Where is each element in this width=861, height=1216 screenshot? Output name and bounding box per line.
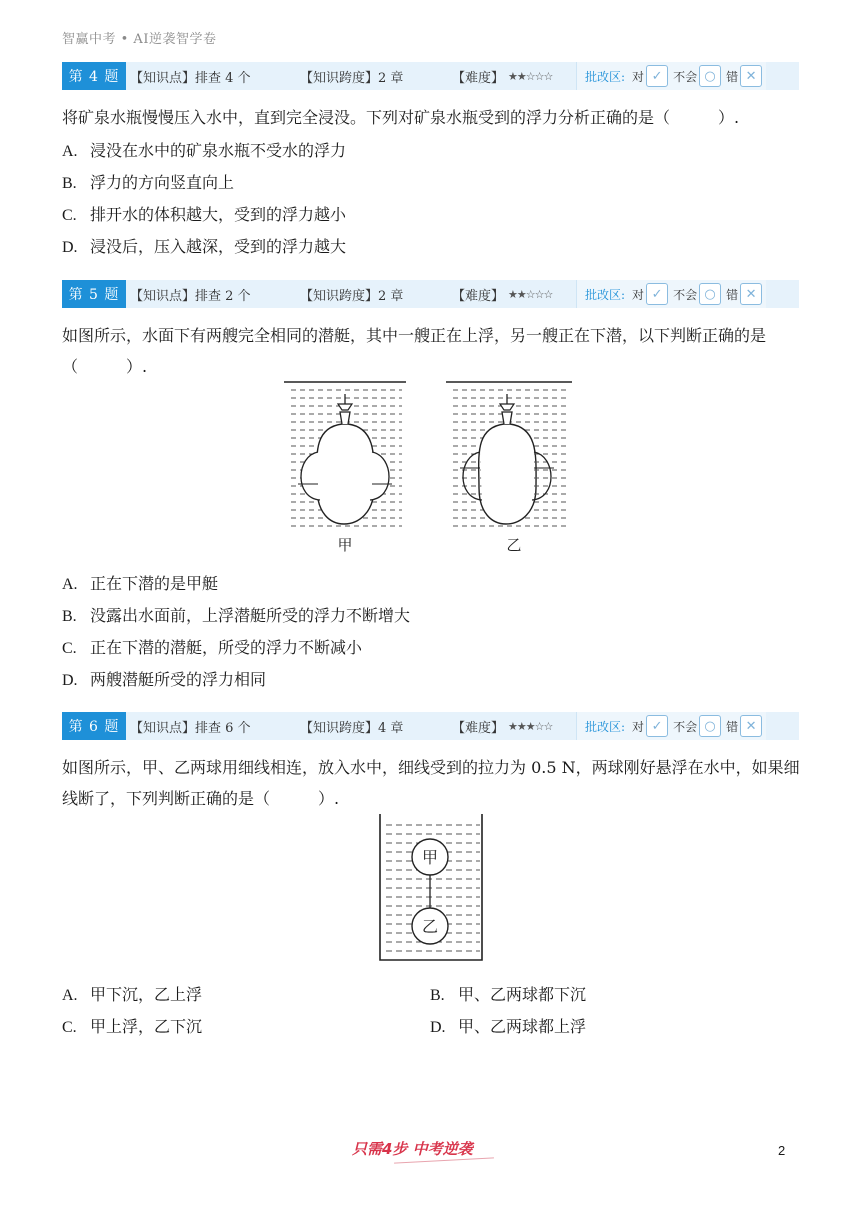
option-letter: C. (62, 640, 77, 657)
option-letter: C. (62, 1019, 77, 1036)
option-text: 没露出水面前，上浮潜艇所受的浮力不断增大 (90, 606, 411, 625)
option-letter: B. (62, 608, 77, 625)
grading-unknown-label: 不会 (673, 719, 698, 734)
option-a (62, 138, 346, 161)
grading-area (576, 62, 766, 90)
difficulty-stars: ★★★☆☆ (508, 719, 553, 733)
option-text: 甲、乙两球都上浮 (458, 1017, 587, 1036)
option-d (62, 234, 346, 257)
knowledge-span: 【知识跨度】2 章 (300, 70, 404, 86)
option-d (430, 1014, 586, 1037)
circle-icon[interactable]: ○ (699, 715, 721, 737)
difficulty-label: 【难度】 (452, 288, 505, 304)
knowledge-points: 【知识点】排查 2 个 (130, 288, 251, 304)
option-text: 排开水的体积越大，受到的浮力越小 (90, 205, 347, 224)
option-text: 正在下潜的潜艇，所受的浮力不断减小 (90, 638, 363, 657)
ball-jia (412, 839, 448, 875)
option-b (62, 603, 410, 626)
cross-icon[interactable]: ✕ (740, 715, 762, 737)
grading-wrong-label: 错 (726, 69, 739, 84)
option-text: 浸没后，压入越深，受到的浮力越大 (90, 237, 347, 256)
cross-icon[interactable]: ✕ (740, 65, 762, 87)
option-text: 两艘潜艇所受的浮力相同 (90, 670, 267, 689)
option-letter: B. (430, 987, 445, 1004)
option-letter: A. (62, 576, 78, 593)
grading-wrong-label: 错 (726, 719, 739, 734)
cross-icon[interactable]: ✕ (740, 283, 762, 305)
grading-correct-label: 对 (632, 69, 645, 84)
option-a (62, 982, 202, 1005)
option-b (62, 170, 234, 193)
difficulty-stars: ★★☆☆☆ (508, 287, 553, 301)
option-a (62, 571, 218, 594)
footer-logo: 只需4步 中考逆袭 (352, 1140, 473, 1158)
option-letter: A. (62, 143, 78, 160)
option-text: 甲上浮，乙下沉 (90, 1017, 203, 1036)
option-letter: B. (62, 175, 77, 192)
option-letter: D. (62, 239, 78, 256)
question-number-badge: 第 5 题 (62, 280, 126, 308)
question-4-header-bar (62, 62, 799, 90)
question-5-header-bar (62, 280, 799, 308)
question-number-badge: 第 4 题 (62, 62, 126, 90)
difficulty (452, 717, 574, 736)
question-stem: 如图所示，甲、乙两球用细线相连，放入水中，细线受到的拉力为 0.5 N，两球刚好悬浮在水中，如果细线断了，下列判断正确的是（ ）. (62, 758, 800, 808)
knowledge-span: 【知识跨度】4 章 (300, 720, 404, 736)
grading-unknown-label: 不会 (673, 287, 698, 302)
option-text: 甲、乙两球都下沉 (458, 985, 587, 1004)
option-text: 浸没在水中的矿泉水瓶不受水的浮力 (90, 141, 347, 160)
grading-area (576, 280, 766, 308)
grading-label: 批改区: (585, 69, 626, 84)
knowledge-points: 【知识点】排查 4 个 (130, 70, 251, 86)
grading-unknown-label: 不会 (673, 69, 698, 84)
option-letter: D. (430, 1019, 446, 1036)
ball-yi (412, 908, 448, 944)
option-d (62, 667, 266, 690)
option-c (62, 202, 346, 225)
check-icon[interactable]: ✓ (646, 715, 668, 737)
question-stem: 将矿泉水瓶慢慢压入水中，直到完全浸没。下列对矿泉水瓶受到的浮力分析正确的是（ ）. (62, 108, 740, 127)
circle-icon[interactable]: ○ (699, 283, 721, 305)
grading-label: 批改区: (585, 719, 626, 734)
option-c (62, 635, 362, 658)
question-stem: 如图所示，水面下有两艘完全相同的潜艇，其中一艘正在上浮，另一艘正在下潜，以下判断正确的是（ ）. (62, 326, 767, 376)
submarine-jia (284, 382, 406, 554)
difficulty-label: 【难度】 (452, 70, 505, 86)
check-icon[interactable]: ✓ (646, 65, 668, 87)
difficulty (452, 285, 574, 304)
difficulty-label: 【难度】 (452, 720, 505, 736)
grading-correct-label: 对 (632, 287, 645, 302)
submarine-yi (446, 382, 572, 554)
balls-in-water-figure (376, 812, 486, 962)
option-letter: C. (62, 207, 77, 224)
option-text: 甲下沉，乙上浮 (90, 985, 203, 1004)
knowledge-span: 【知识跨度】2 章 (300, 288, 404, 304)
page-number: 2 (778, 1143, 786, 1158)
page-header-title: 智赢中考 • AI逆袭智学卷 (62, 32, 217, 47)
question-number-badge: 第 6 题 (62, 712, 126, 740)
grading-label: 批改区: (585, 287, 626, 302)
option-text: 正在下潜的是甲艇 (90, 574, 219, 593)
figure-label-yi: 乙 (506, 536, 522, 554)
grading-area (576, 712, 766, 740)
difficulty (452, 67, 574, 86)
submarines-figure (282, 378, 574, 556)
option-letter: A. (62, 987, 78, 1004)
option-letter: D. (62, 672, 78, 689)
circle-icon[interactable]: ○ (699, 65, 721, 87)
option-c (62, 1014, 202, 1037)
option-b (430, 982, 586, 1005)
question-6-header-bar (62, 712, 799, 740)
difficulty-stars: ★★☆☆☆ (508, 69, 553, 83)
ball-label-jia: 甲 (421, 848, 439, 867)
grading-wrong-label: 错 (726, 287, 739, 302)
option-text: 浮力的方向竖直向上 (90, 173, 235, 192)
figure-label-jia: 甲 (337, 536, 353, 554)
grading-correct-label: 对 (632, 719, 645, 734)
ball-label-yi: 乙 (421, 917, 439, 936)
knowledge-points: 【知识点】排查 6 个 (130, 720, 251, 736)
check-icon[interactable]: ✓ (646, 283, 668, 305)
